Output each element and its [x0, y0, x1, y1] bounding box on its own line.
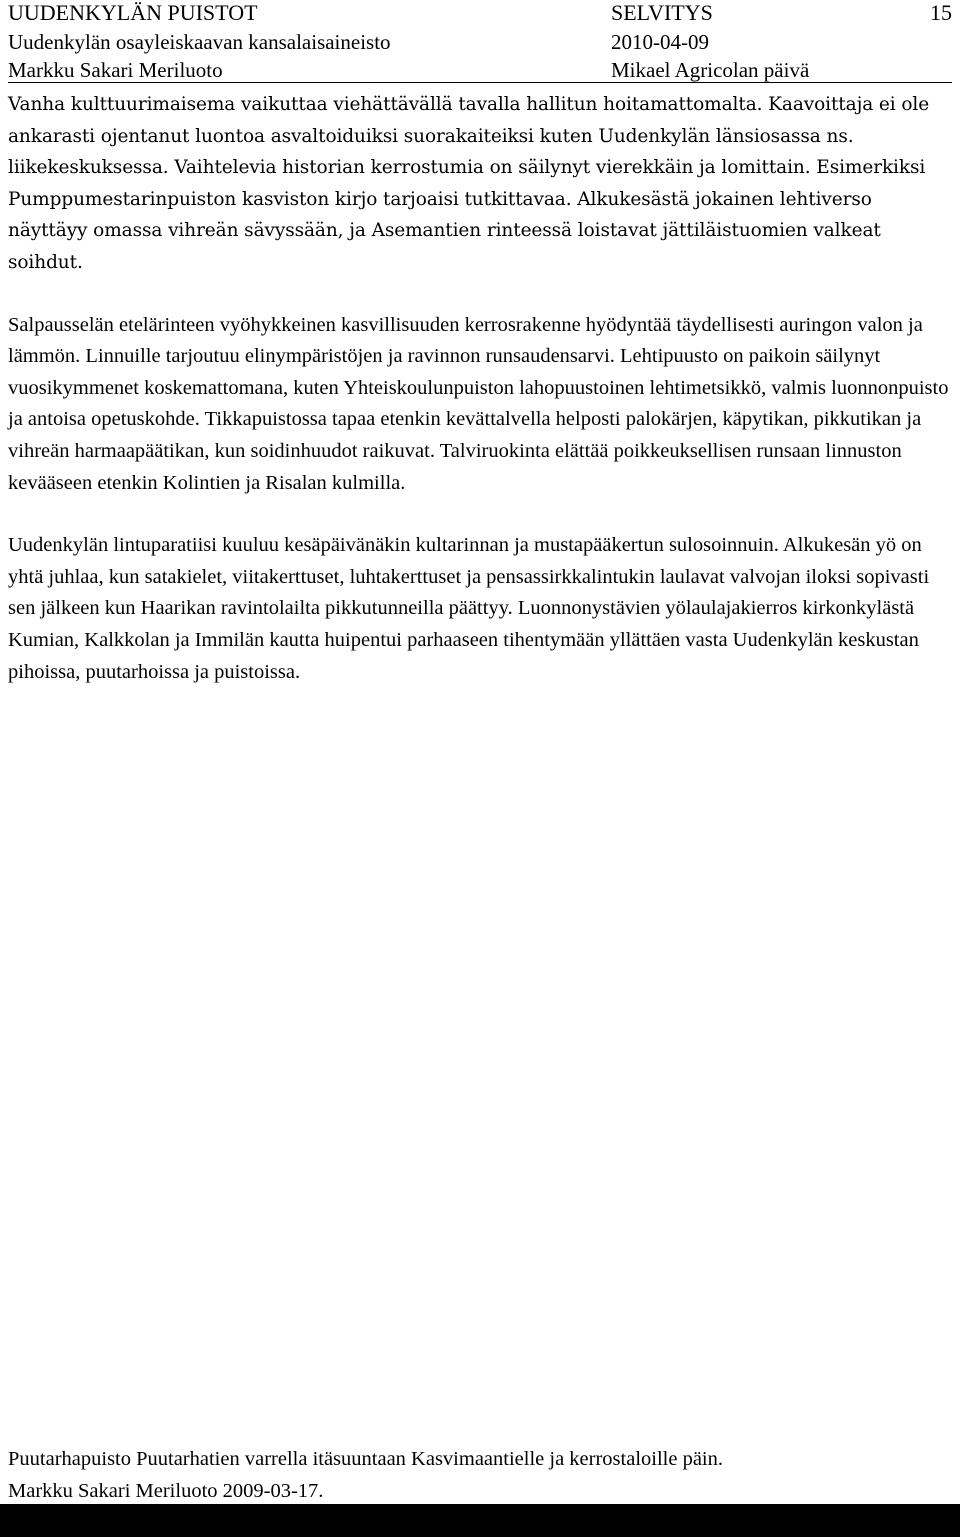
document-title: UUDENKYLÄN PUISTOT: [8, 0, 258, 25]
document-type: SELVITYS: [611, 0, 713, 25]
paragraph-1: Vanha kulttuurimaisema vaikuttaa viehättävällä tavalla hallitun hoitamattomalta. Kaavoittaja ei ole ankarasti ojentanut luontoa asvaltoiduiksi suorakaiteiksi kuten Uudenkylän länsiosassa ns. liikekeskuksessa. Vaihtelevia historian kerrostumia on säilynyt vierekkäin ja lomittain. Esimerkiksi Pumppumestarinpuiston kasviston kirjo tarjoaisi tutkittavaa. Alkukesästä jokainen lehtiverso näyttäyy omassa vihreän sävyssään, ja Asemantien rinteessä loistavat jättiläistuomien valkeat soihdut.: [8, 94, 930, 273]
body-text: [8, 84, 952, 688]
photo-caption: [8, 1444, 952, 1507]
paragraph-2: Salpausselän etelärinteen vyöhykkeinen kasvillisuuden kerrosrakenne hyödyntää täydellisesti auringon valon ja lämmön. Linnuille tarjoutuu elinympäristöjen ja ravinnon runsaudensarvi. Lehtipuusto on paikoin säilynyt vuosikymmenet koskemattomana, kuten Yhteiskoulunpuiston lahopuustoinen lehtimetsikkö, valmis luonnonpuisto ja antoisa opetuskohde. Tikkapuistossa tapaa etenkin kevättalvella helposti palokärjen, käpytikan, pikkutikan ja vihreän harmaapäätikan, kun soidinhuudot raikuvat. Talviruokinta elättää poikkeuksellisen runsaan linnuston kevääseen etenkin Kolintien ja Risalan kulmilla.: [8, 313, 949, 494]
page-header: [8, 0, 952, 84]
paragraph-3: Uudenkylän lintuparatiisi kuuluu kesäpäivänäkin kultarinnan ja mustapääkertun sulosoinnuin. Alkukesän yö on yhtä juhlaa, kun satakielet, viitakerttuset, luhtakerttuset ja pensassirkkalintukin laulavat valvojan iloksi sopivasti sen jälkeen kun Haarikan ravintolailta pikkutunneilla päättyy. Luonnonystävien yölaulajakierros kirkonkylästä Kumian, Kalkkolan ja Immilän kautta huipentui parhaaseen tihentymään yllättäen vasta Uudenkylän keskustan pihoissa, puutarhoissa ja puistoissa.: [8, 534, 930, 683]
document-subtitle: Uudenkylän osayleiskaavan kansalaisaineisto: [8, 30, 391, 54]
document-date: 2010-04-09: [611, 30, 709, 54]
page-number: 15: [930, 0, 952, 25]
header-row-1: [8, 0, 952, 28]
date-name: Mikael Agricolan päivä: [611, 58, 810, 82]
caption-line-1: Puutarhapuisto Puutarhatien varrella itäsuuntaan Kasvimaantielle ja kerrostaloille päin.: [8, 1448, 723, 1470]
header-divider: [8, 82, 952, 83]
image-top-edge: [0, 1504, 960, 1537]
caption-line-2: Markku Sakari Meriluoto 2009-03-17.: [8, 1479, 324, 1502]
header-row-2: [8, 30, 952, 58]
document-author: Markku Sakari Meriluoto: [8, 58, 223, 82]
